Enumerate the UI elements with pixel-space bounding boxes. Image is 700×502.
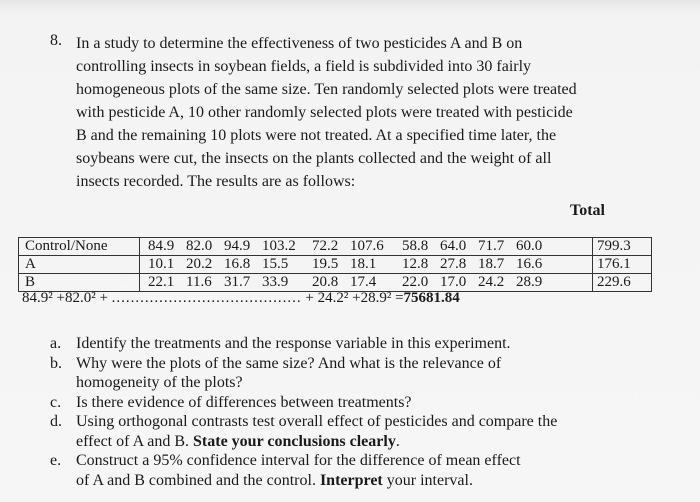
table-cell-value: 84.9 [148, 238, 175, 254]
total-header: Total [570, 202, 605, 219]
table-cell-value: 17.4 [350, 274, 377, 290]
subquestion-text: effect of A and B. [76, 432, 194, 450]
question-line: homogeneous plots of the same size. Ten randomly selected plots were treated [76, 81, 577, 98]
table-cell-value: 31.7 [224, 274, 251, 290]
row-total: 799.3 [593, 238, 652, 256]
subquestion-letter: b. [50, 354, 62, 372]
table-cell-value: 82.0 [186, 238, 213, 254]
subquestion-letter: d. [50, 413, 62, 430]
subquestion-d [50, 412, 610, 451]
row-total: 229.6 [593, 274, 652, 292]
sum-dots: ........................................ [111, 290, 302, 306]
row-label: Control/None [19, 238, 140, 256]
table-cell-value: 33.9 [262, 274, 289, 290]
table-row [19, 238, 652, 256]
sum-left: 84.9² +82.0² + [22, 290, 108, 306]
subquestion-c [50, 393, 610, 413]
subquestion-letter: a. [50, 335, 62, 352]
question-line: insects recorded. The results are as follows: [76, 173, 356, 190]
table-cell-value: 72.2 [312, 238, 339, 254]
table-cell-value: 71.7 [478, 238, 505, 254]
question-line: B and the remaining 10 plots were not treated. At a specified time later, the [76, 127, 557, 144]
question-line: soybeans were cut, the insects on the plants collected and the weight of all [76, 150, 552, 167]
table-cell-value: 19.5 [312, 256, 339, 272]
table-cell-value: 64.0 [440, 238, 467, 254]
subquestion-line [76, 432, 610, 452]
table-cell-value: 28.9 [516, 274, 543, 290]
question-text [76, 32, 616, 193]
question-line: controlling insects in soybean fields, a field is subdivided into 30 fairly [76, 58, 532, 75]
data-table [18, 237, 652, 292]
table-cell-value: 15.5 [262, 256, 289, 272]
table-cell-value: 20.2 [186, 256, 213, 272]
subquestion-line: Is there evidence of differences between treatments? [76, 393, 412, 411]
table-cell-value: 27.8 [440, 256, 467, 272]
subquestion-letter: e. [50, 452, 62, 469]
table-cell-value: 16.6 [516, 256, 543, 272]
question-number: 8. [50, 32, 62, 49]
subquestion-emphasis: Interpret [319, 471, 383, 489]
table-cell-value: 12.8 [402, 256, 429, 272]
sum-right: + 24.2² +28.9² = [305, 290, 404, 306]
row-total: 176.1 [593, 256, 652, 274]
table-cell-value: 60.0 [516, 238, 543, 254]
subquestion-line [76, 471, 610, 491]
subquestion-emphasis: State your conclusions clearly [193, 432, 396, 450]
subquestion-line: Why were the plots of the same size? And what is the relevance of [76, 354, 502, 372]
row-label: B [19, 274, 140, 292]
table-cell-value: 11.6 [186, 274, 212, 290]
table-cell-value: 22.1 [148, 274, 175, 290]
table-cell-value: 24.2 [478, 274, 505, 290]
table-row [19, 256, 652, 274]
subquestion-line: Identify the treatments and the response variable in this experiment. [76, 335, 511, 352]
table-cell-value: 10.1 [148, 256, 175, 272]
row-values [140, 274, 593, 292]
table-cell-value: 22.0 [402, 274, 429, 290]
subquestion-e [50, 451, 610, 490]
subquestion-letter: c. [50, 393, 62, 411]
row-values [140, 256, 593, 274]
row-values [140, 238, 593, 256]
subquestion-line: Construct a 95% confidence interval for the difference of mean effect [76, 452, 521, 469]
table-cell-value: 94.9 [224, 238, 251, 254]
table-cell-value: 58.8 [402, 238, 429, 254]
row-label: A [19, 256, 140, 274]
subquestion-list [50, 334, 610, 490]
question-line: with pesticide A, 10 other randomly selected plots were treated with pesticide [76, 104, 573, 121]
subquestion-text: your interval. [382, 471, 473, 489]
subquestion-text: of A and B combined and the control. [76, 471, 320, 489]
subquestion-b [50, 354, 610, 393]
sum-result: 75681.84 [403, 290, 460, 306]
table-cell-value: 18.7 [478, 256, 505, 272]
table-cell-value: 18.1 [350, 256, 377, 272]
sum-of-squares-line [22, 290, 460, 307]
table-row [19, 274, 652, 292]
subquestion-a [50, 334, 610, 354]
question-line: In a study to determine the effectiveness of two pesticides A and B on [76, 35, 523, 52]
subquestion-line: Using orthogonal contrasts test overall effect of pesticides and compare the [76, 413, 558, 430]
table-cell-value: 20.8 [312, 274, 339, 290]
subquestion-line: homogeneity of the plots? [76, 374, 243, 391]
table-cell-value: 103.2 [262, 238, 296, 254]
subquestion-text: . [395, 432, 400, 450]
table-cell-value: 16.8 [224, 256, 251, 272]
table-cell-value: 107.6 [350, 238, 384, 254]
table-cell-value: 17.0 [440, 274, 467, 290]
